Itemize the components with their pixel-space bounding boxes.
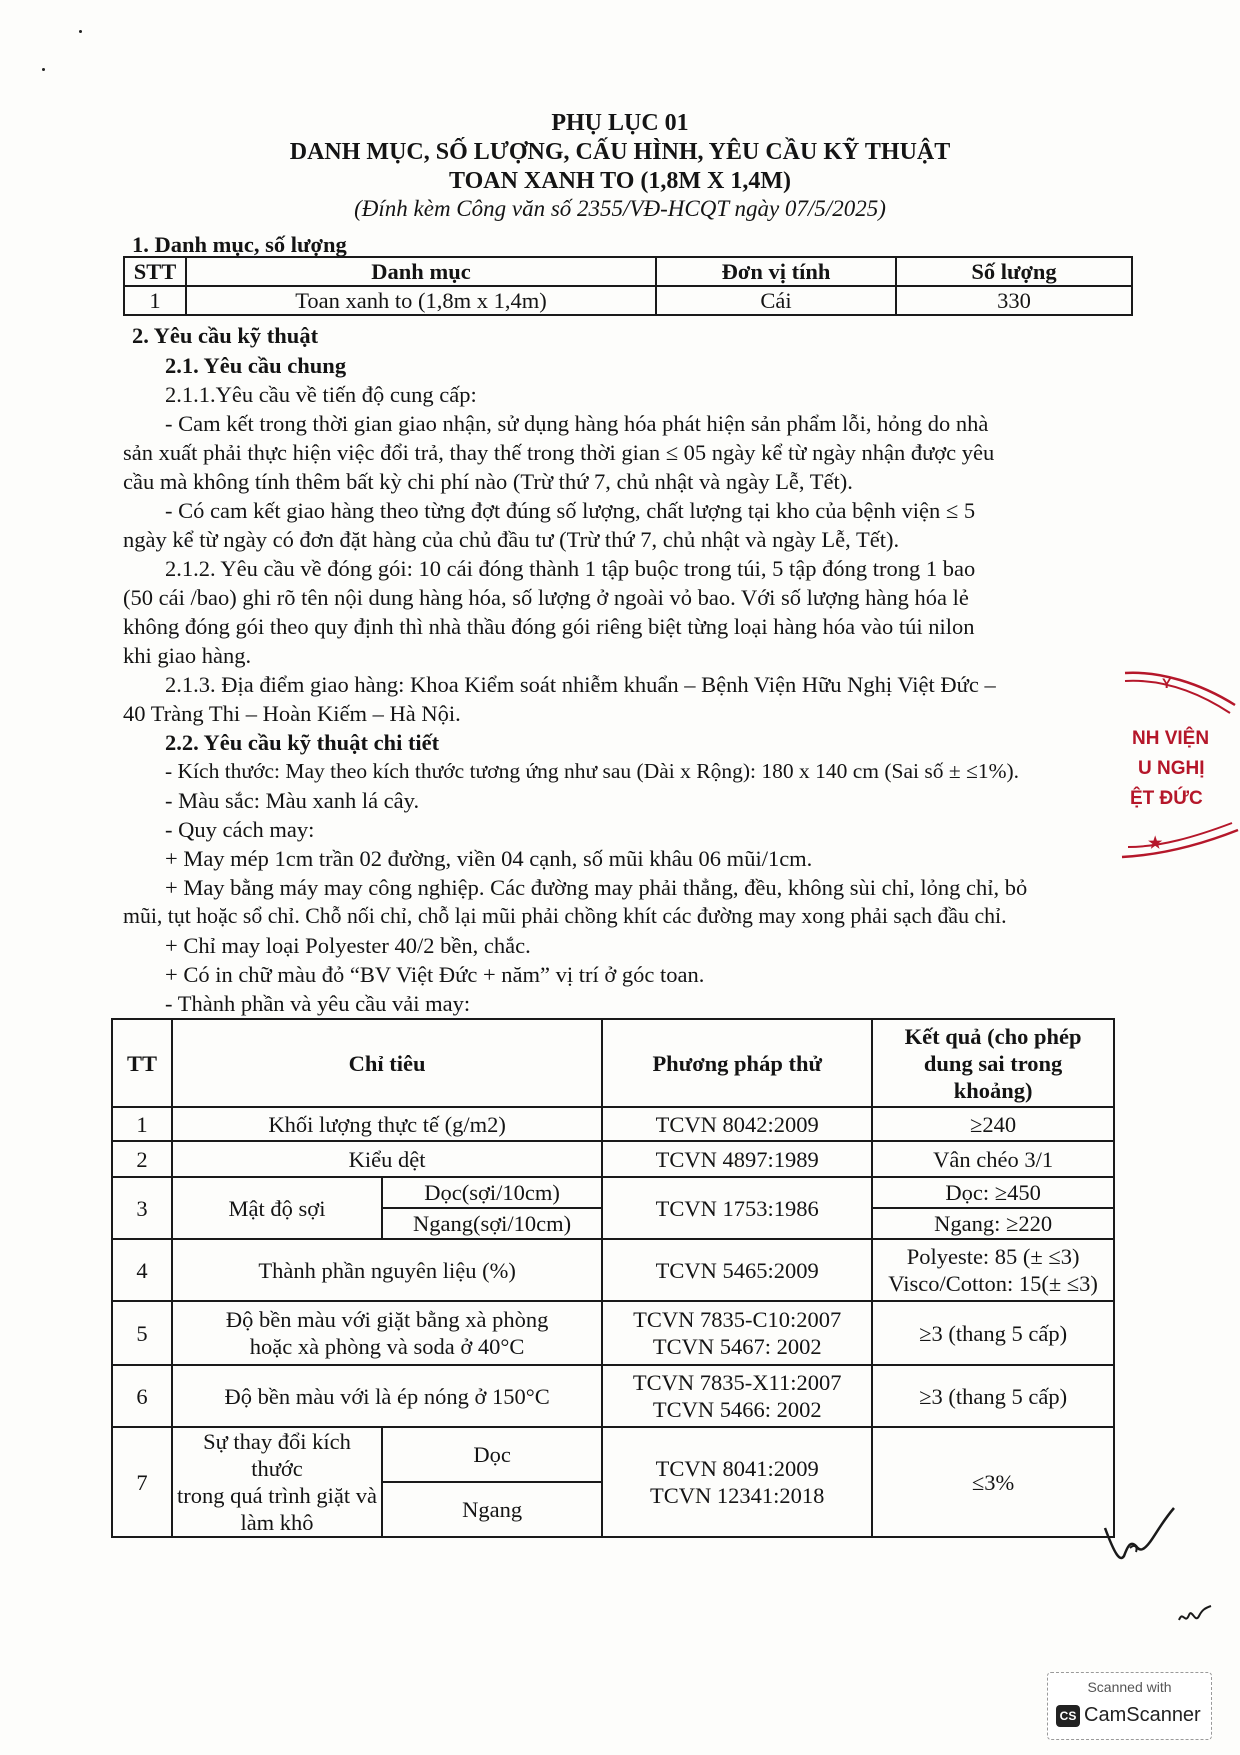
paragraph-line: + Chỉ may loại Polyester 40/2 bền, chắc. (165, 933, 531, 958)
col-so-luong: Số lượng (896, 257, 1132, 286)
cell-chi-tieu: Thành phần nguyên liệu (%) (172, 1239, 602, 1301)
cell-tt: 6 (112, 1365, 172, 1427)
cell-tt: 1 (112, 1107, 172, 1141)
cell-result: ≥3 (thang 5 cấp) (872, 1365, 1114, 1427)
method-line: TCVN 5466: 2002 (652, 1397, 822, 1422)
cell-sub-criterion: Dọc(sợi/10cm) (382, 1177, 602, 1208)
cell-result: Ngang: ≥220 (872, 1208, 1114, 1239)
section-2-2-title: 2.2. Yêu cầu kỹ thuật chi tiết (165, 730, 440, 755)
cell-method: TCVN 4897:1989 (602, 1141, 872, 1177)
paragraph-line: + May mép 1cm trần 02 đường, viền 04 cạnh, số mũi khâu 06 mũi/1cm. (165, 846, 813, 871)
section-2-1-title: 2.1. Yêu cầu chung (165, 353, 347, 378)
signature-mark (1175, 1600, 1215, 1630)
appendix-title: PHỤ LỤC 01 (551, 110, 689, 136)
reference-note: (Đính kèm Công văn số 2355/VĐ-HCQT ngày 07/5/2025) (354, 196, 886, 221)
item-table-header (124, 257, 1132, 286)
paragraph-line: - Có cam kết giao hàng theo từng đợt đúng số lượng, chất lượng tại kho của bệnh viện ≤ 5 (165, 498, 976, 523)
cell-chi-tieu: Khối lượng thực tế (g/m2) (172, 1107, 602, 1141)
cell-danh-muc: Toan xanh to (1,8m x 1,4m) (186, 286, 656, 315)
signature-initials (1100, 1500, 1180, 1580)
method-line: TCVN 5467: 2002 (652, 1334, 822, 1359)
document-title: DANH MỤC, SỐ LƯỢNG, CẤU HÌNH, YÊU CẦU KỸ THUẬT (289, 139, 951, 165)
cell-tt: 4 (112, 1239, 172, 1301)
col-ket-qua (872, 1019, 1114, 1107)
col-phuong-phap: Phương pháp thử (602, 1019, 872, 1107)
scan-speck (79, 30, 82, 33)
paragraph-line: + Có in chữ màu đỏ “BV Việt Đức + năm” vị trí ở góc toan. (165, 962, 705, 987)
stamp-text: U NGHỊ (1138, 758, 1205, 779)
cell-chi-tieu (172, 1301, 602, 1365)
criterion-line: trong quá trình giặt và (177, 1483, 377, 1508)
cell-method (602, 1427, 872, 1537)
paragraph-line: mũi, tụt hoặc sổ chỉ. Chỗ nối chỉ, chỗ lại mũi phải chồng khít các đường may xong phải sạch đầu chỉ. (123, 904, 1007, 928)
watermark-text: Scanned with (1087, 1679, 1172, 1695)
section-1-title: 1. Danh mục, số lượng (132, 232, 347, 257)
result-line: Polyeste: 85 (± ≤3) (906, 1244, 1080, 1269)
header-line: khoảng) (953, 1077, 1033, 1103)
item-table (123, 256, 1133, 316)
paragraph-line: (50 cái /bao) ghi rõ tên nội dung hàng hóa, số lượng ở ngoài vỏ bao. Với số lượng hàng hóa lẻ (123, 585, 969, 610)
cell-tt: 2 (112, 1141, 172, 1177)
cell-chi-tieu: Độ bền màu với là ép nóng ở 150°C (172, 1365, 602, 1427)
paragraph-line: ngày kể từ ngày có đơn đặt hàng của chủ đầu tư (Trừ thứ 7, chủ nhật và ngày Lễ, Tết). (123, 527, 900, 552)
cell-tt: 3 (112, 1177, 172, 1239)
table-row (112, 1177, 1114, 1208)
method-line: TCVN 7835-X11:2007 (632, 1370, 842, 1395)
criterion-line: Độ bền màu với giặt bằng xà phòng (225, 1307, 549, 1332)
cell-tt: 5 (112, 1301, 172, 1365)
paragraph-line: + May bằng máy may công nghiệp. Các đường may phải thẳng, đều, không sùi chỉ, lỏng chỉ, bỏ (165, 875, 1028, 900)
table-row (112, 1301, 1114, 1365)
cell-don-vi: Cái (656, 286, 896, 315)
paragraph-line: sản xuất phải thực hiện việc đổi trả, thay thế trong thời gian ≤ 05 ngày kể từ ngày nhận được yêu (123, 440, 995, 465)
hospital-stamp (1120, 665, 1240, 880)
table-row (112, 1141, 1114, 1177)
stamp-text: ỆT ĐỨC (1130, 788, 1203, 809)
col-danh-muc: Danh mục (186, 257, 656, 286)
scan-speck (42, 68, 45, 71)
table-row (112, 1365, 1114, 1427)
criterion-line: làm khô (240, 1510, 314, 1535)
col-don-vi: Đơn vị tính (656, 257, 896, 286)
cell-method: TCVN 5465:2009 (602, 1239, 872, 1301)
header-line: dung sai trong (923, 1050, 1063, 1076)
method-line: TCVN 12341:2018 (650, 1483, 825, 1508)
paragraph-line: 2.1.2. Yêu cầu về đóng gói: 10 cái đóng thành 1 tập buộc trong túi, 5 tập đóng trong 1 bao (165, 556, 976, 581)
paragraph-line: không đóng gói theo quy định thì nhà thầu đóng gói riêng biệt từng loại hàng hóa vào túi nilon (123, 614, 975, 639)
col-chi-tieu: Chỉ tiêu (172, 1019, 602, 1107)
col-stt: STT (124, 257, 186, 286)
watermark-brand: CamScanner (1084, 1704, 1201, 1726)
table-row (124, 286, 1132, 315)
stamp-star-icon: ★ (1148, 835, 1163, 852)
paragraph-line: 2.1.1.Yêu cầu về tiến độ cung cấp: (165, 382, 477, 407)
cell-sub-criterion: Ngang(sợi/10cm) (382, 1208, 602, 1239)
cell-result (872, 1239, 1114, 1301)
method-line: TCVN 7835-C10:2007 (633, 1307, 842, 1332)
cell-sub-criterion: Ngang (382, 1482, 602, 1537)
paragraph-line: khi giao hàng. (123, 643, 252, 668)
paragraph-line: 40 Tràng Thi – Hoàn Kiếm – Hà Nội. (123, 701, 461, 726)
paragraph-line: cầu mà không tính thêm bất kỳ chi phí nào (Trừ thứ 7, chủ nhật và ngày Lễ, Tết). (123, 469, 853, 494)
paragraph-line: - Quy cách may: (165, 817, 315, 842)
stamp-text: Y (1162, 675, 1172, 691)
method-line: TCVN 8041:2009 (655, 1456, 819, 1481)
table-row (112, 1239, 1114, 1301)
col-tt: TT (112, 1019, 172, 1107)
camscanner-watermark (1047, 1672, 1212, 1740)
paragraph-line: - Thành phần và yêu cầu vải may: (165, 991, 471, 1016)
product-title: TOAN XANH TO (1,8M X 1,4M) (449, 168, 791, 194)
spec-table (111, 1018, 1115, 1538)
cell-method (602, 1365, 872, 1427)
cell-chi-tieu: Mật độ sợi (172, 1177, 382, 1239)
paragraph-line: - Màu sắc: Màu xanh lá cây. (165, 788, 420, 813)
cell-method: TCVN 8042:2009 (602, 1107, 872, 1141)
cell-tt: 7 (112, 1427, 172, 1537)
cell-method: TCVN 1753:1986 (602, 1177, 872, 1239)
cell-result: ≥240 (872, 1107, 1114, 1141)
cell-so-luong: 330 (896, 286, 1132, 315)
cell-result: ≤3% (872, 1427, 1114, 1537)
table-row (112, 1427, 1114, 1482)
table-row (112, 1107, 1114, 1141)
header-line: Kết quả (cho phép (904, 1023, 1082, 1049)
paragraph-line: - Kích thước: May theo kích thước tương ứng như sau (Dài x Rộng): 180 x 140 cm (Sai số ± ≤1%). (165, 759, 1020, 783)
camscanner-logo-icon: CS (1056, 1705, 1080, 1727)
result-line: Visco/Cotton: 15(± ≤3) (888, 1271, 1098, 1296)
spec-table-header (112, 1019, 1114, 1107)
section-2-title: 2. Yêu cầu kỹ thuật (132, 323, 319, 348)
cell-result: Vân chéo 3/1 (872, 1141, 1114, 1177)
criterion-line: Sự thay đổi kích thước (203, 1429, 351, 1481)
cell-sub-criterion: Dọc (382, 1427, 602, 1482)
cell-method (602, 1301, 872, 1365)
criterion-line: hoặc xà phòng và soda ở 40°C (249, 1334, 525, 1359)
paragraph-line: - Cam kết trong thời gian giao nhận, sử dụng hàng hóa phát hiện sản phẩm lỗi, hỏng do nhà (165, 411, 989, 436)
cell-stt: 1 (124, 286, 186, 315)
cell-chi-tieu: Kiểu dệt (172, 1141, 602, 1177)
cell-result: ≥3 (thang 5 cấp) (872, 1301, 1114, 1365)
cell-chi-tieu (172, 1427, 382, 1537)
cell-result: Dọc: ≥450 (872, 1177, 1114, 1208)
stamp-text: NH VIỆN (1132, 728, 1210, 749)
paragraph-line: 2.1.3. Địa điểm giao hàng: Khoa Kiểm soát nhiễm khuẩn – Bệnh Viện Hữu Nghị Việt Đức – (165, 672, 996, 697)
